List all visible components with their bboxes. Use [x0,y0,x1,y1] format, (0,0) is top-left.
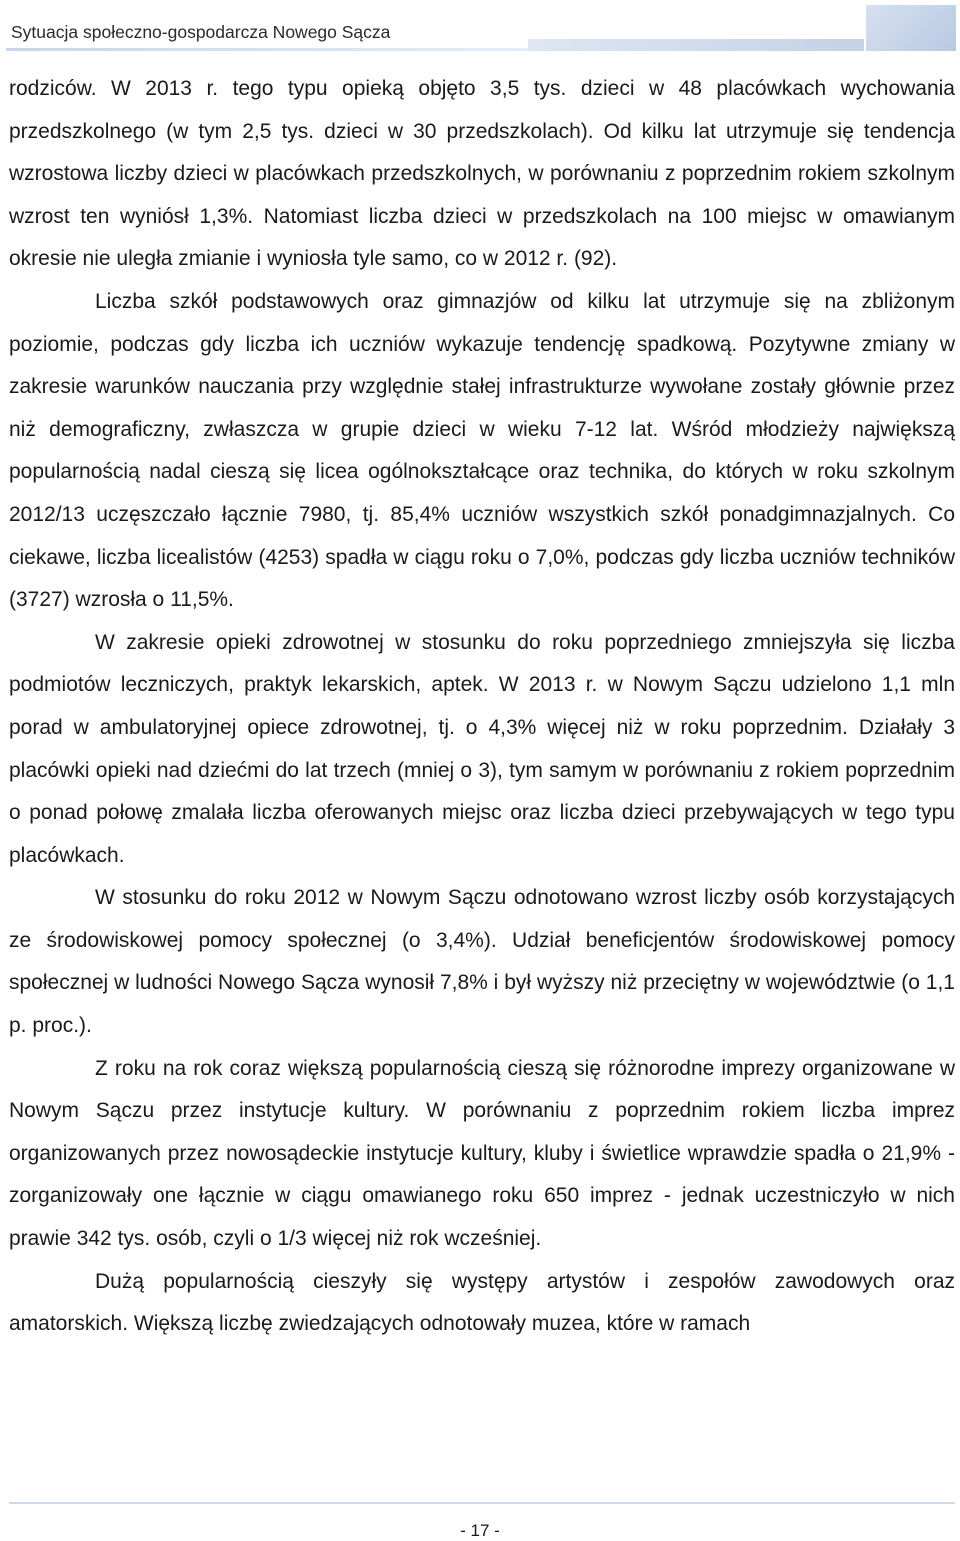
header-decorative-block [866,5,956,51]
footer-divider [9,1502,955,1504]
running-header-title: Sytuacja społeczno-gospodarcza Nowego Sącza [11,22,391,42]
paragraph-6: Dużą popularnością cieszyły się występy artystów i zespołów zawodowych oraz amatorskich. Większą liczbę zwiedzających odnotowały muzea, które w ramach [9,1269,955,1336]
paragraph-2: Liczba szkół podstawowych oraz gimnazjów od kilku lat utrzymuje się na zbliżonym poziomie, podczas gdy liczba ich uczniów wykazuje tendencję spadkową. Pozytywne zmiany w zakresie warunków nauczania przy względnie stałej infrastrukturze wywołane zostały głównie przez niż demograficzny, zwłaszcza w grupie dzieci w wieku 7-12 lat. Wśród młodzieży największą popularnością nadal cieszą się licea ogólnokształcące oraz technika, do których w roku szkolnym 2012/13 uczęszczało łącznie 7980, tj. 85,4% uczniów wszystkich szkół ponadgimnazjalnych. Co ciekawe, liczba licealistów (4253) spadła w ciągu roku o 7,0%, podczas gdy liczba uczniów techników (3727) wzrosła o 11,5%. [9,289,955,612]
paragraph-1: rodziców. W 2013 r. tego typu opieką objęto 3,5 tys. dzieci w 48 placówkach wychowania przedszkolnego (w tym 2,5 tys. dzieci w 30 przedszkolach). Od kilku lat utrzymuje się tendencja wzrostowa liczby dzieci w placówkach przedszkolnych, w porównaniu z poprzednim rokiem szkolnym wzrost ten wyniósł 1,3%. Natomiast liczba dzieci w przedszkolach na 100 miejsc w omawianym okresie nie uległa zmianie i wyniosła tyle samo, co w 2012 r. (92). [9,77,955,271]
header-divider [6,48,528,51]
paragraph-4: W stosunku do roku 2012 w Nowym Sączu odnotowano wzrost liczby osób korzystających ze środowiskowej pomocy społecznej (o 3,4%). Udział beneficjentów środowiskowej pomocy społecznej w ludności Nowego Sącza wynosił 7,8% i był wyższy niż przeciętny w województwie (o 1,1 p. proc.). [9,886,955,1038]
page-header [0,0,960,56]
page-number: - 17 - [460,1521,500,1540]
header-decorative-bar [528,39,864,51]
document-body [9,68,955,1346]
paragraph-5: Z roku na rok coraz większą popularnością cieszą się różnorodne imprezy organizowane w Nowym Sączu przez instytucje kultury. W porównaniu z poprzednim rokiem liczba imprez organizowanych przez nowosądeckie instytucje kultury, kluby i świetlice wprawdzie spadła o 21,9% - zorganizowały one łącznie w ciągu omawianego roku 650 imprez - jednak uczestniczyło w nich prawie 342 tys. osób, czyli o 1/3 więcej niż rok wcześniej. [9,1056,955,1251]
paragraph-3: W zakresie opieki zdrowotnej w stosunku do roku poprzedniego zmniejszyła się liczba podmiotów leczniczych, praktyk lekarskich, aptek. W 2013 r. w Nowym Sączu udzielono 1,1 mln porad w ambulatoryjnej opiece zdrowotnej, tj. o 4,3% więcej niż w roku poprzednim. Działały 3 placówki opieki nad dziećmi do lat trzech (mniej o 3), tym samym w porównaniu z rokiem poprzednim o ponad połowę zmalała liczba oferowanych miejsc oraz liczba dzieci przebywających w tego typu placówkach. [9,630,955,867]
